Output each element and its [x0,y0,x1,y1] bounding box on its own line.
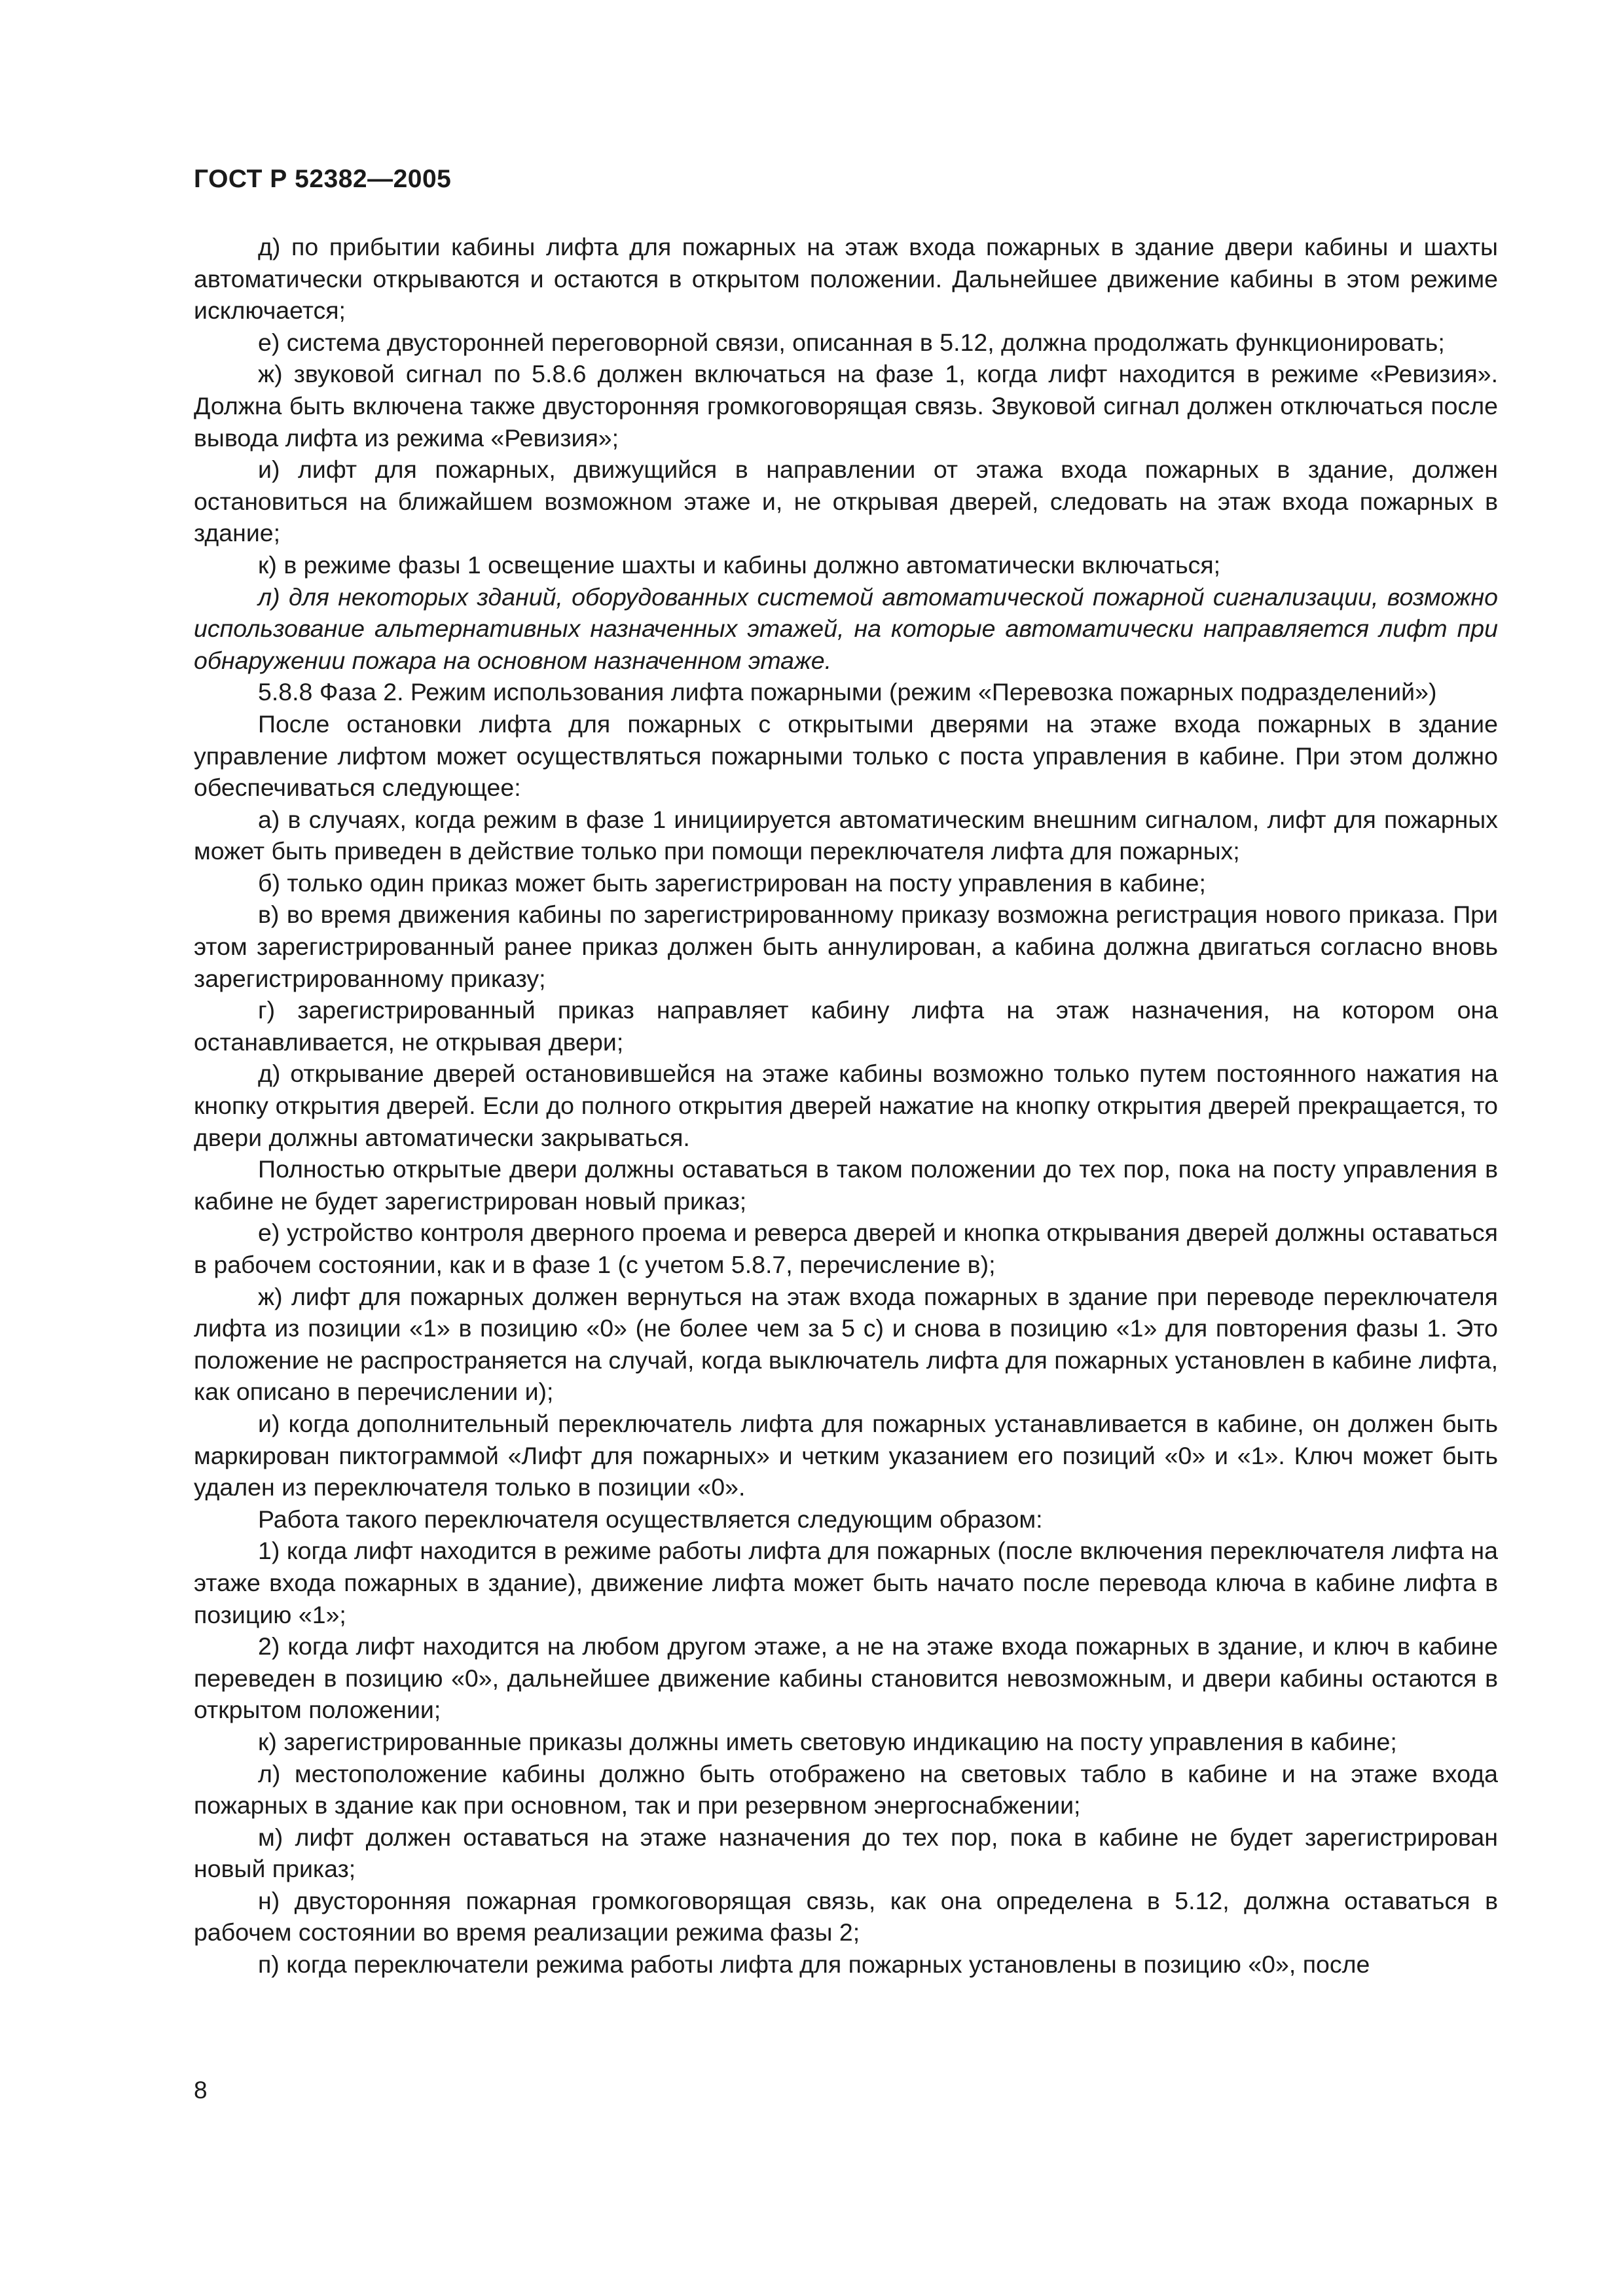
paragraph: к) зарегистрированные приказы должны иметь световую индикацию на посту управления в кабине; [258,1727,1397,1755]
paragraph: и) лифт для пожарных, движущийся в направлении от этажа входа пожарных в здание, должен остановиться на ближайшем возможном этаже и, не открывая дверей, следовать на этаж входа пожарных в здание; [194,456,1498,547]
paragraph: е) устройство контроля дверного проема и реверса дверей и кнопка открывания дверей должны оставаться в рабочем состоянии, как и в фазе 1 (с учетом 5.8.7, перечисление в); [194,1219,1498,1278]
paragraph: м) лифт должен оставаться на этаже назначения до тех пор, пока в кабине не будет зарегистрирован новый приказ; [194,1823,1498,1883]
document-body [194,231,1498,1981]
paragraph: и) когда дополнительный переключатель лифта для пожарных устанавливается в кабине, он должен быть маркирован пиктограммой «Лифт для пожарных» и четким указанием его позиций «0» и «1». Ключ может быть удален из переключателя только в позиции «0». [194,1409,1498,1501]
paragraph: д) открывание дверей остановившейся на этаже кабины возможно только путем постоянного нажатия на кнопку открытия дверей. Если до полного открытия дверей нажатие на кнопку открытия дверей прекращается, то двери должны автоматически закрываться. [194,1060,1498,1151]
paragraph: г) зарегистрированный приказ направляет кабину лифта на этаж назначения, на котором она останавливается, не открывая двери; [194,996,1498,1056]
page-number: 8 [194,2077,208,2104]
paragraph: н) двусторонняя пожарная громкоговорящая связь, как она определена в 5.12, должна оставаться в рабочем состоянии во время реализации режима фазы 2; [194,1886,1498,1946]
paragraph: Полностью открытые двери должны оставаться в таком положении до тех пор, пока на посту управления в кабине не будет зарегистрирован новый приказ; [194,1155,1498,1215]
paragraph: п) когда переключатели режима работы лифта для пожарных установлены в позицию «0», после [258,1950,1370,1979]
paragraph: ж) звуковой сигнал по 5.8.6 должен включаться на фазе 1, когда лифт находится в режиме «Ревизия». Должна быть включена также двусторонняя громкоговорящая связь. Звуковой сигнал должен отключаться после вывода лифта из режима «Ревизия»; [194,360,1498,452]
paragraph: 5.8.8 Фаза 2. Режим использования лифта пожарными (режим «Перевозка пожарных подразделений») [258,678,1437,706]
paragraph: Работа такого переключателя осуществляется следующим образом: [258,1505,1043,1533]
document-header: ГОСТ Р 52382—2005 [194,165,452,193]
paragraph: е) система двусторонней переговорной связи, описанная в 5.12, должна продолжать функционировать; [258,328,1445,356]
paragraph: л) местоположение кабины должно быть отображено на световых табло в кабине и на этаже входа пожарных в здание как при основном, так и при резервном энергоснабжении; [194,1759,1498,1820]
paragraph: 1) когда лифт находится в режиме работы лифта для пожарных (после включения переключателя лифта на этаже входа пожарных в здание), движение лифта может быть начато после перевода ключа в кабине лифта в позицию «1»; [194,1537,1498,1628]
paragraph: После остановки лифта для пожарных с открытыми дверями на этаже входа пожарных в здание управление лифтом может осуществляться пожарными только с поста управления в кабине. При этом должно обеспечиваться следующее: [194,709,1498,802]
paragraph: д) по прибытии кабины лифта для пожарных на этаж входа пожарных в здание двери кабины и шахты автоматически открываются и остаются в открытом положении. Дальнейшее движение кабины в этом режиме исключается; [194,233,1498,325]
paragraph: 2) когда лифт находится на любом другом этаже, а не на этаже входа пожарных в здание, и ключ в кабине переведен в позицию «0», дальнейшее движение кабины становится невозможным, и двери кабины остаются в открытом положении; [194,1632,1498,1724]
paragraph: в) во время движения кабины по зарегистрированному приказу возможна регистрация нового приказа. При этом зарегистрированный ранее приказ должен быть аннулирован, а кабина должна двигаться согласно вновь зарегистрированному приказу; [194,901,1498,992]
paragraph: л) для некоторых зданий, оборудованных системой автоматической пожарной сигнализации, возможно использование альтернативных назначенных этажей, на которые автоматически направляется лифт при обнаружении пожара на основном назначенном этаже. [194,583,1498,674]
paragraph: ж) лифт для пожарных должен вернуться на этаж входа пожарных в здание при переводе переключателя лифта из позиции «1» в позицию «0» (не более чем за 5 с) и снова в позицию «1» для повторения фазы 1. Это положение не распространяется на случай, когда выключатель лифта для пожарных установлен в кабине лифта, как описано в перечислении и); [194,1282,1498,1406]
paragraph: а) в случаях, когда режим в фазе 1 инициируется автоматическим внешним сигналом, лифт для пожарных может быть приведен в действие только при помощи переключателя лифта для пожарных; [194,805,1498,865]
paragraph: к) в режиме фазы 1 освещение шахты и кабины должно автоматически включаться; [258,550,1221,579]
paragraph: б) только один приказ может быть зарегистрирован на посту управления в кабине; [258,869,1206,897]
